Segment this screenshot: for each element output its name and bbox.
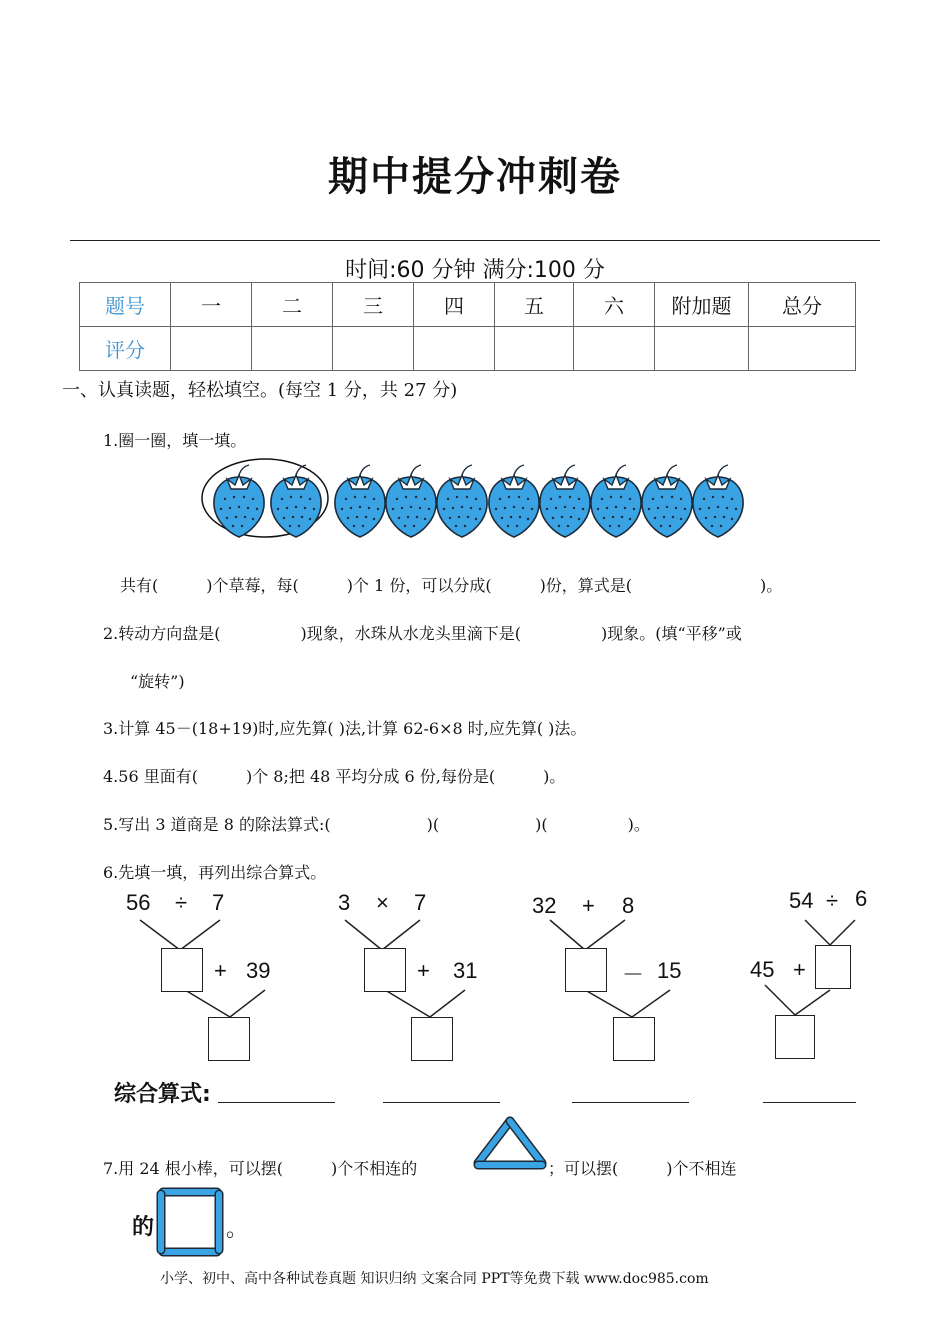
score-table-header-row	[80, 283, 856, 327]
score-cell[interactable]	[749, 327, 856, 371]
header-cell: 四	[414, 283, 495, 327]
operator-1: ×	[376, 890, 389, 915]
header-cell: 二	[252, 283, 333, 327]
q7-text-part2: ；可以摆( )个不相连	[548, 1159, 737, 1178]
operator-2: －	[622, 962, 645, 987]
operand-a: 56	[126, 890, 151, 915]
header-cell: 一	[171, 283, 252, 327]
operand-c: 39	[246, 958, 271, 983]
answer-box[interactable]	[208, 1017, 250, 1061]
q7-text-part1: 7.用 24 根小棒，可以摆( )个不相连的	[103, 1159, 418, 1178]
operator-1: +	[582, 893, 595, 918]
q7-text-part3: 的	[132, 1214, 155, 1240]
strawberry-icon	[335, 465, 385, 537]
q1-text: 共有( )个草莓，每( )个 1 份，可以分成( )份，算式是( )。	[120, 576, 783, 595]
time-info: 时间:60 分钟 满分:100 分	[345, 258, 605, 283]
header-cell: 附加题	[655, 283, 749, 327]
formula-answer-line[interactable]	[218, 1102, 335, 1103]
answer-box[interactable]	[565, 948, 607, 992]
score-cell[interactable]	[333, 327, 414, 371]
formula-answer-line[interactable]	[383, 1102, 500, 1103]
operand-a: 32	[532, 893, 557, 918]
strawberry-icon	[437, 465, 487, 537]
q2-line2: “旋转”)	[130, 672, 185, 691]
header-cell: 题号	[80, 283, 171, 327]
operator-1: ÷	[175, 890, 188, 915]
operator-1: ÷	[826, 888, 839, 913]
strawberry-icon	[271, 465, 321, 537]
operand-c: 45	[750, 957, 775, 982]
q5-text: 5.写出 3 道商是 8 的除法算式:( )( )( )。	[103, 815, 650, 834]
score-table	[79, 282, 856, 371]
operator-2: +	[214, 958, 227, 983]
q2-line1: 2.转动方向盘是( )现象，水珠从水龙头里滴下是( )现象。(填“平移”或	[103, 624, 742, 643]
answer-box[interactable]	[815, 945, 851, 989]
operand-c: 31	[453, 958, 478, 983]
score-cell[interactable]	[171, 327, 252, 371]
operand-b: 8	[622, 893, 635, 918]
page-title: 期中提分冲刺卷	[328, 154, 622, 200]
header-cell: 六	[574, 283, 655, 327]
header-cell: 三	[333, 283, 414, 327]
operand-b: 7	[212, 890, 225, 915]
formula-label: 综合算式:	[114, 1082, 211, 1107]
operand-a: 3	[338, 890, 351, 915]
operator-2: +	[417, 958, 430, 983]
title-divider	[70, 240, 880, 241]
q3-text: 3.计算 45－(18+19)时,应先算( )法,计算 62-6×8 时,应先算( )法。	[103, 719, 587, 738]
score-cell[interactable]	[495, 327, 574, 371]
strawberry-icon	[591, 465, 641, 537]
formula-answer-line[interactable]	[572, 1102, 689, 1103]
q4-text: 4.56 里面有( )个 8;把 48 平均分成 6 份,每份是( )。	[103, 767, 566, 786]
answer-box[interactable]	[613, 1017, 655, 1061]
strawberry-icon	[642, 465, 692, 537]
score-cell[interactable]	[655, 327, 749, 371]
strawberry-icon	[386, 465, 436, 537]
answer-box[interactable]	[775, 1015, 815, 1059]
operand-c: 15	[657, 958, 682, 983]
operand-b: 6	[855, 886, 868, 911]
square-sticks-icon	[155, 1186, 225, 1258]
operator-2: +	[793, 957, 806, 982]
q1-title: 1.圈一圈，填一填。	[103, 431, 247, 450]
operand-b: 7	[414, 890, 427, 915]
q7-text-part4: 。	[226, 1217, 249, 1242]
header-cell: 总分	[749, 283, 856, 327]
answer-box[interactable]	[161, 948, 203, 992]
score-cell[interactable]	[252, 327, 333, 371]
score-cell[interactable]	[414, 327, 495, 371]
strawberry-icon	[693, 465, 743, 537]
strawberry-icon	[489, 465, 539, 537]
strawberry-icon	[540, 465, 590, 537]
score-cell[interactable]	[574, 327, 655, 371]
score-table-score-row	[80, 327, 856, 371]
formula-answer-line[interactable]	[763, 1102, 856, 1103]
answer-box[interactable]	[364, 948, 406, 992]
header-cell: 五	[495, 283, 574, 327]
row-label: 评分	[80, 327, 171, 371]
section-heading: 一、认真读题，轻松填空。(每空 1 分，共 27 分)	[62, 380, 458, 401]
operand-a: 54	[789, 888, 814, 913]
footer-text: 小学、初中、高中各种试卷真题 知识归纳 文案合同 PPT等免费下载 www.doc985.com	[160, 1271, 709, 1287]
strawberry-figure	[195, 455, 765, 540]
answer-box[interactable]	[411, 1017, 453, 1061]
triangle-sticks-icon	[470, 1113, 550, 1175]
q6-title: 6.先填一填，再列出综合算式。	[103, 863, 327, 882]
